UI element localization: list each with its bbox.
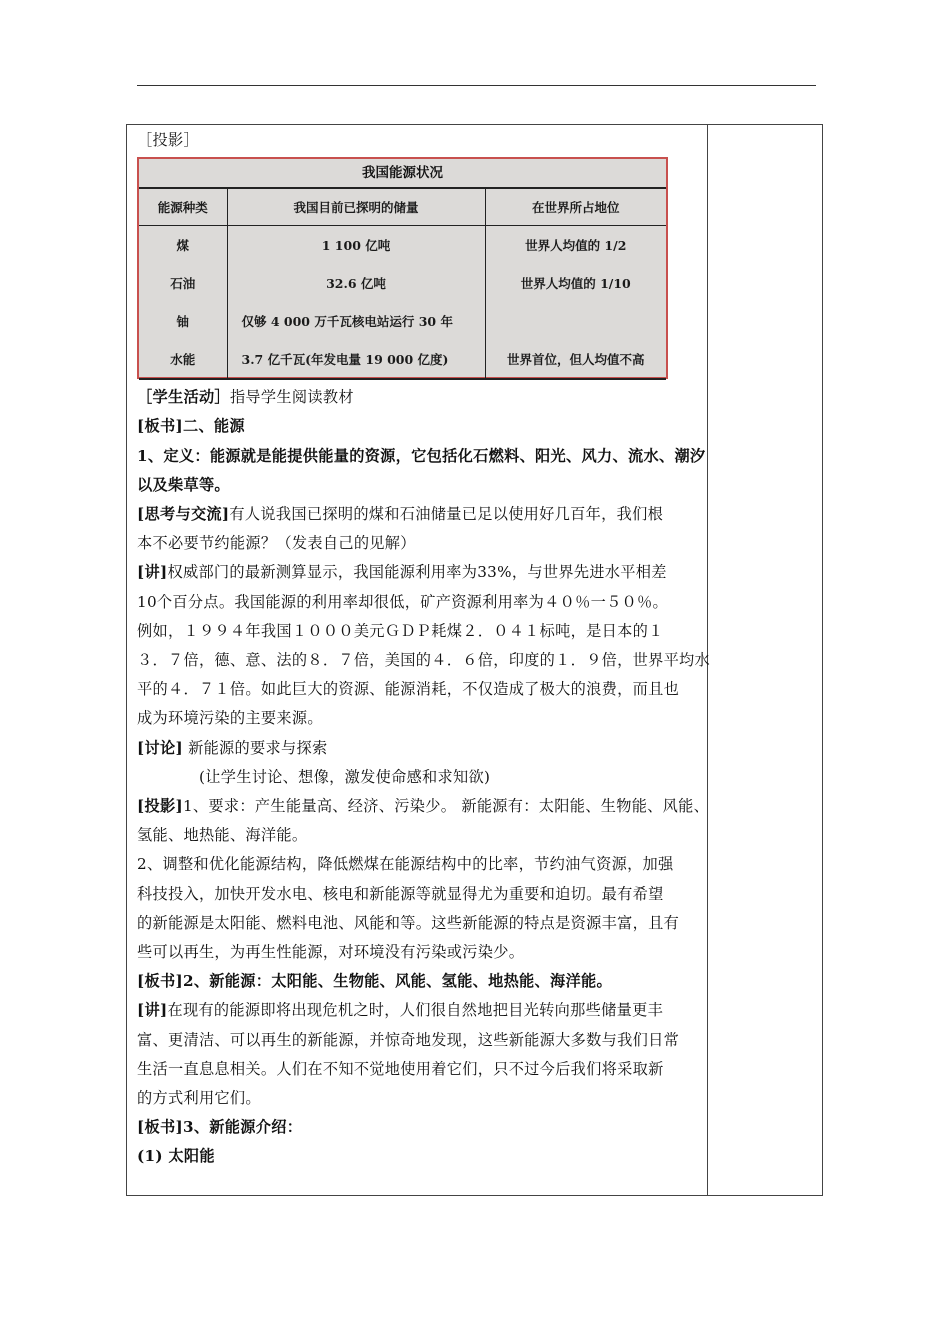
text-line — [137, 412, 703, 441]
energy-type-cell: 水能 — [139, 340, 227, 379]
energy-table — [139, 189, 666, 380]
line-text: 本不必要节约能源？（发表自己的见解） — [137, 534, 416, 553]
line-text: 以及柴草等。 — [137, 475, 230, 494]
line-text: 例如，１９９４年我国１０００美元ＧＤＰ耗煤２．０４１标吨，是日本的１ — [137, 621, 664, 640]
text-line — [137, 500, 703, 529]
line-text: 在现有的能源即将出现危机之时，人们很自然地把目光转向那些储量更丰 — [167, 1001, 664, 1020]
text-line — [137, 1055, 703, 1084]
text-line — [137, 1113, 703, 1142]
text-line — [137, 529, 703, 558]
text-line — [137, 763, 703, 792]
table-row — [139, 264, 666, 302]
section-tag: [板书] — [137, 972, 183, 991]
header-rule — [137, 85, 816, 86]
world-rank-cell: 世界人均值的 1/2 — [485, 226, 666, 265]
table-row — [139, 226, 666, 265]
text-line — [137, 850, 703, 879]
line-text: 新能源的要求与探索 — [182, 738, 328, 757]
energy-type-cell: 石油 — [170, 276, 196, 292]
section-tag: [投影] — [137, 797, 183, 816]
line-text: (1) 太阳能 — [137, 1147, 215, 1166]
text-line — [137, 909, 703, 938]
line-text: 1、定义：能源就是能提供能量的资源，它包括化石燃料、阳光、风力、流水、潮汐 — [137, 446, 706, 465]
line-text: 生活一直息息相关。人们在不知不觉地使用着它们，只不过今后我们将采取新 — [137, 1059, 664, 1078]
text-line — [137, 1142, 703, 1171]
section-tag: [板书] — [137, 417, 183, 436]
line-text: 些可以再生，为再生性能源，对环境没有污染或污染少。 — [137, 943, 525, 962]
line-text: 科技投入，加快开发水电、核电和新能源等就显得尤为重要和迫切。最有希望 — [137, 884, 664, 903]
line-text: 的新能源是太阳能、燃料电池、风能和等。这些新能源的特点是资源丰富，且有 — [137, 913, 680, 932]
text-line — [137, 1084, 703, 1113]
line-text: 二、能源 — [182, 417, 245, 436]
text-line — [137, 880, 703, 909]
energy-table-header: 在世界所占地位 — [485, 189, 666, 226]
text-line — [137, 734, 703, 763]
text-line — [137, 442, 706, 471]
line-text: 有人说我国已探明的煤和石油储量已足以使用好几百年，我们根 — [229, 505, 664, 524]
line-text: 平的４．７１倍。如此巨大的资源、能源消耗，不仅造成了极大的浪费，而且也 — [137, 680, 680, 699]
line-text: ３．７倍，德、意、法的８．７倍，美国的４．６倍，印度的１．９倍，世界平均水 — [137, 651, 711, 670]
text-line — [137, 792, 710, 821]
lesson-body — [137, 383, 711, 1171]
world-rank-cell — [485, 302, 666, 340]
line-text: 3、新能源介绍： — [182, 1118, 303, 1137]
energy-type-cell: 煤 — [176, 238, 189, 254]
table-row — [139, 340, 666, 379]
text-line — [137, 1026, 703, 1055]
section-tag: [讲] — [137, 1001, 168, 1020]
text-line — [137, 704, 703, 733]
energy-table-header: 我国目前已探明的储量 — [227, 189, 485, 226]
energy-table-header-row — [139, 189, 666, 226]
line-text: 2、调整和优化能源结构，降低燃煤在能源结构中的比率，节约油气资源，加强 — [137, 855, 674, 874]
text-line — [137, 588, 703, 617]
section-tag: [讨论] — [137, 738, 183, 757]
text-line — [137, 558, 703, 587]
section-tag: [思考与交流] — [137, 505, 230, 524]
line-text: 氢能、地热能、海洋能。 — [137, 826, 308, 845]
text-line — [137, 996, 703, 1025]
line-text: 权威部门的最新测算显示，我国能源利用率为33%，与世界先进水平相差 — [167, 563, 667, 582]
reserve-cell: 仅够 4 000 万千瓦核电站运行 30 年 — [227, 302, 485, 340]
energy-type-cell: 铀 — [176, 314, 189, 330]
lesson-content — [137, 126, 711, 1172]
reserve-cell: 1 100 亿吨 — [227, 226, 485, 265]
text-line — [137, 821, 703, 850]
line-text: 2、新能源：太阳能、生物能、风能、氢能、地热能、海洋能。 — [182, 972, 612, 991]
text-line — [137, 938, 703, 967]
line-text: (让学生讨论、想像，激发使命感和求知欲) — [199, 767, 491, 786]
section-tag: [板书] — [137, 1118, 183, 1137]
reserve-cell: 32.6 亿吨 — [227, 264, 485, 302]
line-text: 10个百分点。我国能源的利用率却很低，矿产资源利用率为４０％一５０％。 — [137, 592, 669, 611]
text-line — [137, 967, 703, 996]
text-line — [137, 383, 703, 412]
energy-table-header: 能源种类 — [139, 189, 227, 226]
line-text: 1、要求：产生能量高、经济、污染少。 新能源有：太阳能、生物能、风能、 — [182, 797, 710, 816]
section-tag: [讲] — [137, 563, 168, 582]
table-row — [139, 302, 666, 340]
energy-table-image — [137, 157, 668, 379]
projection-label: ［投影］ — [137, 131, 199, 149]
reserve-cell: 3.7 亿千瓦(年发电量 19 000 亿度) — [227, 340, 485, 379]
text-line — [137, 646, 711, 675]
line-text: 指导学生阅读教材 — [229, 388, 354, 407]
line-text: 的方式利用它们。 — [137, 1089, 261, 1108]
world-rank-cell: 世界人均值的 1/10 — [485, 264, 666, 302]
line-text: 富、更清洁、可以再生的新能源，并惊奇地发现，这些新能源大多数与我们日常 — [137, 1030, 680, 1049]
text-line — [137, 675, 703, 704]
energy-table-title: 我国能源状况 — [139, 159, 666, 189]
text-line — [137, 471, 703, 500]
section-tag: ［学生活动］ — [137, 388, 230, 407]
world-rank-cell: 世界首位，但人均值不高 — [485, 340, 666, 379]
line-text: 成为环境污染的主要来源。 — [137, 709, 323, 728]
text-line — [137, 617, 703, 646]
